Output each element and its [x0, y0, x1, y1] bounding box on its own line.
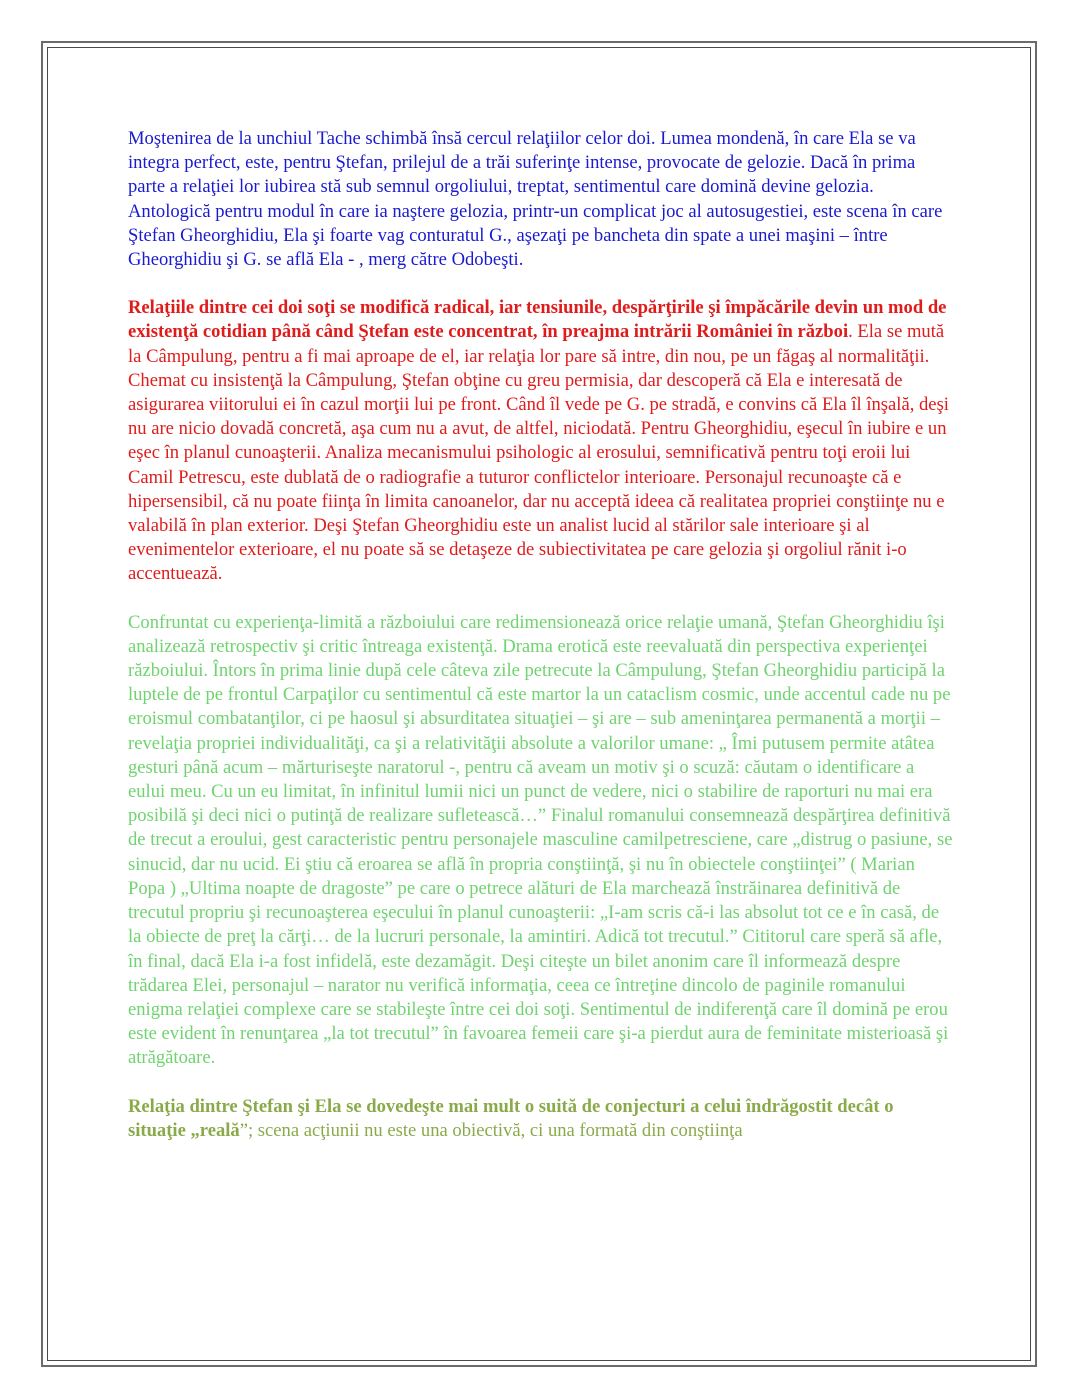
- document-body: [128, 127, 956, 1167]
- paragraph-war: [128, 611, 956, 1071]
- paragraph-inheritance: [128, 127, 956, 272]
- paragraph-bold-lead: Relaţia dintre Ştefan şi Ela se dovedeşte mai mult o suită de conjecturi a celui îndrăgostit decât o situaţie „reală: [128, 1095, 894, 1141]
- paragraph-conjectures: [128, 1095, 956, 1143]
- paragraph-text: Moştenirea de la unchiul Tache schimbă însă cercul relaţiilor celor doi. Lumea mondenă, în care Ela se va integra perfect, este, pentru Ştefan, prilejul de a trăi suferinţe intense, provocate de gelozie. Dacă în prima parte a relaţiei lor iubirea stă sub semnul orgoliului, treptat, sentimentul care domină devine gelozia. Antologică pentru modul în care ia naştere gelozia, printr-un complicat joc al autosugestiei, este scena în care Ştefan Gheorghidiu, Ela şi foarte vag conturatul G., aşezaţi pe bancheta din spate a unei maşini – între Gheorghidiu şi G. se află Ela - , merg către Odobeşti.: [128, 128, 943, 271]
- paragraph-relations: [128, 296, 956, 586]
- paragraph-text: Confruntat cu experienţa-limită a războiului care redimensionează orice relaţie umană, Ştefan Gheorghidiu îşi analizează retrospectiv şi critic întreaga existenţă. Drama erotică este reevaluată din perspectiva experienţei războiului. Întors în prima linie după cele câteva zile petrecute la Câmpulung, Ştefan Gheorghidiu participă la luptele de pe frontul Carpaţilor cu sentimentul că este martor la un cataclism cosmic, unde accentul cade nu pe eroismul combatanţilor, ci pe haosul şi absurditatea situaţiei – şi are – sub ameninţarea permanentă a morţii – revelaţia propriei individualităţi, ca şi a relativităţii absolute a valorilor umane: „ Îmi putusem permite atâtea gesturi până acum – mărturiseşte naratorul -, pentru că aveam un motiv şi o scuză: căutam o identificare a eului meu. Cu un eu limitat, în infinitul lumii nici un punct de vedere, nici o stabilire de raporturi nu mai era posibilă şi deci nici o putinţă de realizare sufletească…” Finalul romanului consemnează despărţirea definitivă de trecut a eroului, gest caracteristic pentru personajele masculine camilpetresciene, care „distrug o pasiune, se sinucid, dar nu ucid. Ei ştiu că eroarea se află în propria conştiinţă, şi nu în obiectele conştiinţei” ( Marian Popa ) „Ultima noapte de dragoste” pe care o petrece alături de Ela marchează înstrăinarea definitivă de trecutul propriu şi recunoaşterea eşecului în planul cunoaşterii: „I-am scris că-i las absolut tot ce e în casă, de la obiecte de preţ la cărţi… de la lucruri personale, la amintiri. Adică tot trecutul.” Cititorul care speră să afle, în final, dacă Ela i-a fost infidelă, este dezamăgit. Deşi citeşte un bilet anonim care îl informează despre trădarea Elei, personajul – narator nu verifică informaţia, ceea ce întreţine dincolo de paginile romanului enigma relaţiei complexe care se stabileşte între cei doi soţi. Sentimentul de indiferenţă care îl domină pe erou este evident în renunţarea „la tot trecutul” în favoarea femeii care şi-a pierdut aura de feminitate misterioasă şi atrăgătoare.: [128, 611, 953, 1069]
- paragraph-text: ”; scena acţiunii nu este una obiectivă, ci una formată din conştiinţa: [239, 1119, 743, 1141]
- paragraph-bold-lead: Relaţiile dintre cei doi soţi se modifică radical, iar tensiunile, despărţirile şi împăcările devin un mod de existenţă cotidian până când Ştefan este concentrat, în preajma intrării României în război: [128, 297, 947, 343]
- paragraph-text: . Ela se mută la Câmpulung, pentru a fi mai aproape de el, iar relaţia lor pare să intre, din nou, pe un făgaş al normalităţii. Chemat cu insistenţă la Câmpulung, Ştefan obţine cu greu permisia, dar descoperă că Ela e interesată de asigurarea viitorului ei în cazul morţii lui pe front. Când îl vede pe G. pe stradă, e convins că Ela îl înşală, deşi nu are nicio dovadă concretă, aşa cum nu a avut, de altfel, niciodată. Pentru Gheorghidiu, eşecul în iubire e un eşec în planul cunoaşterii. Analiza mecanismului psihologic al erosului, semnificativă pentru toţi eroii lui Camil Petrescu, este dublată de o radiografie a tuturor conflictelor interioare. Personajul recunoaşte că e hipersensibil, că nu poate fiinţa în limita canoanelor, dar nu acceptă ideea că realitatea propriei conştiinţe nu e valabilă în plan exterior. Deşi Ştefan Gheorghidiu este un analist lucid al stărilor sale interioare şi al evenimentelor exterioare, el nu poate să se detaşeze de subiectivitatea pe care gelozia şi orgoliul rănit i-o accentuează.: [128, 321, 949, 585]
